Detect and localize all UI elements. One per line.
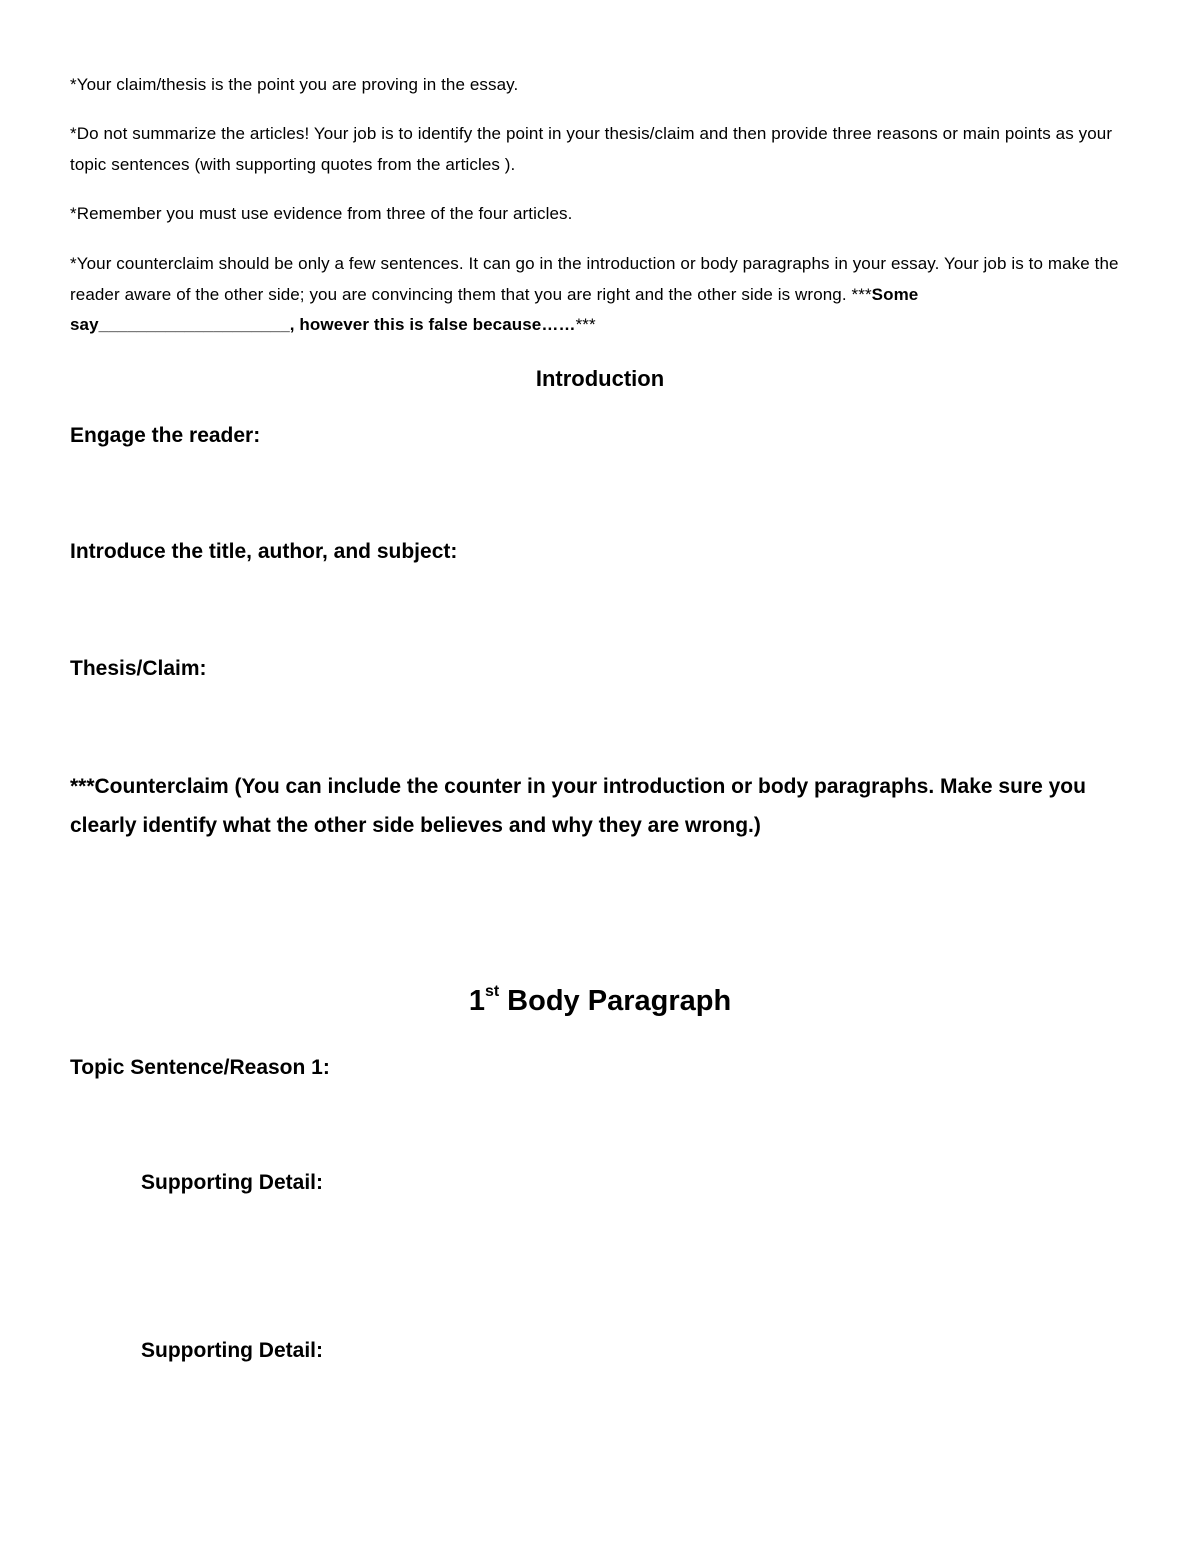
- note-claim: *Your claim/thesis is the point you are proving in the essay.: [70, 75, 519, 94]
- note-counterclaim-text: *Your counterclaim should be only a few sentences. It can go in the introduction or body paragraphs in your essay. Your job is to make the reader aware of the other side; you are convincing them that you are right and the other side is wrong. ***: [70, 254, 1119, 304]
- note-counterclaim: [70, 249, 1130, 341]
- title-author-subject-label: Introduce the title, author, and subject:: [70, 540, 458, 563]
- supporting-detail-2-label: Supporting Detail:: [141, 1339, 323, 1362]
- note-counterclaim-template: Some say____________________, however this is false because……: [70, 284, 919, 334]
- introduction-heading: Introduction: [535, 366, 665, 391]
- note-counterclaim-end: ***: [575, 315, 596, 334]
- counterclaim-label: ***Counterclaim (You can include the counter in your introduction or body paragraphs. Make sure you clearly identify what the other side believes and why they are wrong.): [70, 775, 1086, 837]
- thesis-claim-label: Thesis/Claim:: [70, 657, 207, 680]
- body-paragraph-1-heading: [0, 985, 1200, 1018]
- heading-ordinal-suffix: st: [484, 983, 500, 1000]
- note-summarize: *Do not summarize the articles! Your job is to identify the point in your thesis/claim and then provide three reasons or main points as your topic sentences (with supporting quotes from the articles ).: [70, 124, 1113, 174]
- topic-sentence-label: Topic Sentence/Reason 1:: [70, 1056, 330, 1079]
- supporting-detail-1-label: Supporting Detail:: [141, 1171, 323, 1194]
- heading-number: 1: [468, 985, 485, 1017]
- heading-text: Body Paragraph: [499, 985, 732, 1017]
- note-evidence: *Remember you must use evidence from three of the four articles.: [70, 204, 573, 223]
- engage-reader-label: Engage the reader:: [70, 424, 261, 447]
